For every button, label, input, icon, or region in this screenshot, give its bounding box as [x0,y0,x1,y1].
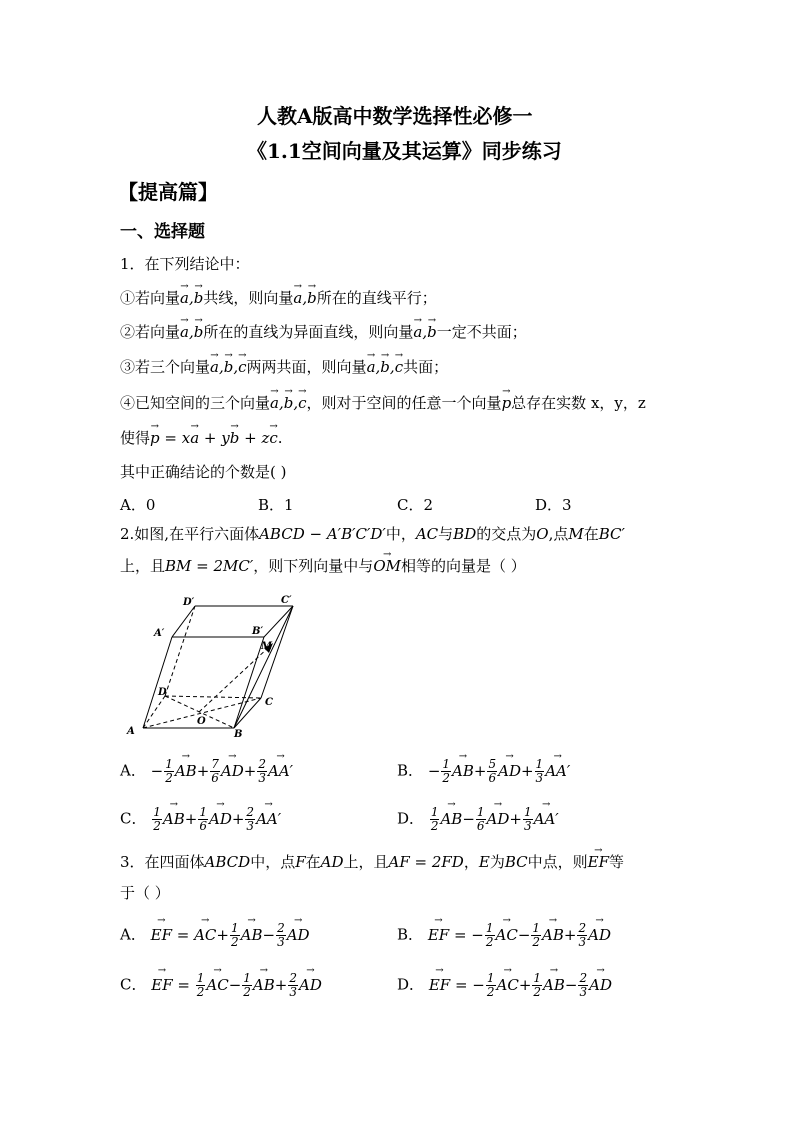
label-c1: C′ [281,595,292,606]
q1-ask: 其中正确结论的个数是( ) [120,463,287,481]
edge-dc [165,696,261,698]
edge-a1d1 [172,606,195,637]
q1-option-a[interactable]: A．0 [120,496,156,514]
q1-stem: 1．在下列结论中： [120,255,250,273]
label-a: A [127,726,135,737]
label-d: D [158,687,167,698]
q3-option-c[interactable]: C． → EF = $\frac{1}{2}$ → AC− $\frac{1}{2}$ → AB+ $\frac{2}{3}$ → AD [120,972,322,999]
label-a1: A′ [154,628,165,639]
label-d1: D′ [183,597,195,608]
edge-bc [234,698,261,728]
q2-option-c[interactable]: C． $\frac{1}{2}$ → AB+ $\frac{1}{6}$ → AD+ $\frac{2}{3}$ → AA′ [120,806,281,833]
q3-line1: 3．在四面体ABCD中，点F在AD上，且AF = 2FD，E为BC中点，则→ EF等 [120,852,624,872]
q1-statement-3: ③若三个向量→ a,→ b,→ c两两共面，则向量→ a,→ b,→ c共面； [120,357,448,377]
label-b: B [234,729,243,740]
edge-b1c1 [264,606,293,637]
q3-option-b[interactable]: B． → EF = − $\frac{1}{2}$ → AC− $\frac{1}{2}$ → AB+ $\frac{2}{3}$ → AD [397,922,611,949]
doc-title-line2: 《1.1空间向量及其运算》同步练习 [247,139,562,163]
edge-bc1 [234,606,293,728]
q1-option-d[interactable]: D．3 [535,496,572,514]
section-heading: 一、选择题 [120,222,205,242]
q2-line1: 2.如图,在平行六面体ABCD − A′B′C′D′中，AC与BD的交点为O,点M在BC′ [120,525,625,543]
q2-option-b[interactable]: B． − $\frac{1}{2}$ → AB+ $\frac{5}{6}$ → AD+ $\frac{1}{3}$ → AA′ [397,758,570,785]
q1-statement-1: ①若向量→ a,→ b共线，则向量→ a,→ b所在的直线平行； [120,288,437,308]
q1-statement-4: ④已知空间的三个向量→ a,→ b,→ c，则对于空间的任意一个向量→ p总存在实数 x，y，z [120,393,646,413]
label-m: M [261,641,273,652]
label-b1: B′ [252,626,264,637]
q1-option-b[interactable]: B．1 [258,496,294,514]
q2-option-a[interactable]: A． − $\frac{1}{2}$ → AB+ $\frac{7}{6}$ → AD+ $\frac{2}{3}$ → AA′ [120,758,293,785]
label-o: O [197,716,206,727]
q2-option-d[interactable]: D． $\frac{1}{2}$ → AB− $\frac{1}{6}$ → AD+ $\frac{1}{3}$ → AA′ [397,806,559,833]
vector-om [199,646,270,712]
section-tag: 【提高篇】 [118,180,218,204]
q1-option-c[interactable]: C．2 [397,496,434,514]
edge-ad [143,696,165,728]
q1-statement-4-cont: 使得→ p = x→ a + y→ b + z→ c. [120,428,283,448]
edge-cc1 [261,606,293,698]
q3-line2: 于（ ） [120,884,170,902]
q3-option-d[interactable]: D． → EF = − $\frac{1}{2}$ → AC+ $\frac{1}{2}$ → AB− $\frac{2}{3}$ → AD [397,972,612,999]
doc-title-line1: 人教A版高中数学选择性必修一 [257,104,533,128]
q1-statement-2: ②若向量→ a,→ b所在的直线为异面直线，则向量→ a,→ b一定不共面； [120,322,527,342]
q3-option-a[interactable]: A． → EF = → AC+ $\frac{1}{2}$ → AB− $\frac{2}{3}$ → AD [120,922,310,949]
q2-line2: 上，且BM = 2MC′，则下列向量中与→ OM相等的向量是（ ） [120,556,526,576]
edge-dd1 [165,606,195,696]
parallelepiped-figure [118,592,318,742]
edge-aa1 [143,637,172,728]
label-c: C [265,697,273,708]
edge-bb1 [234,637,264,728]
